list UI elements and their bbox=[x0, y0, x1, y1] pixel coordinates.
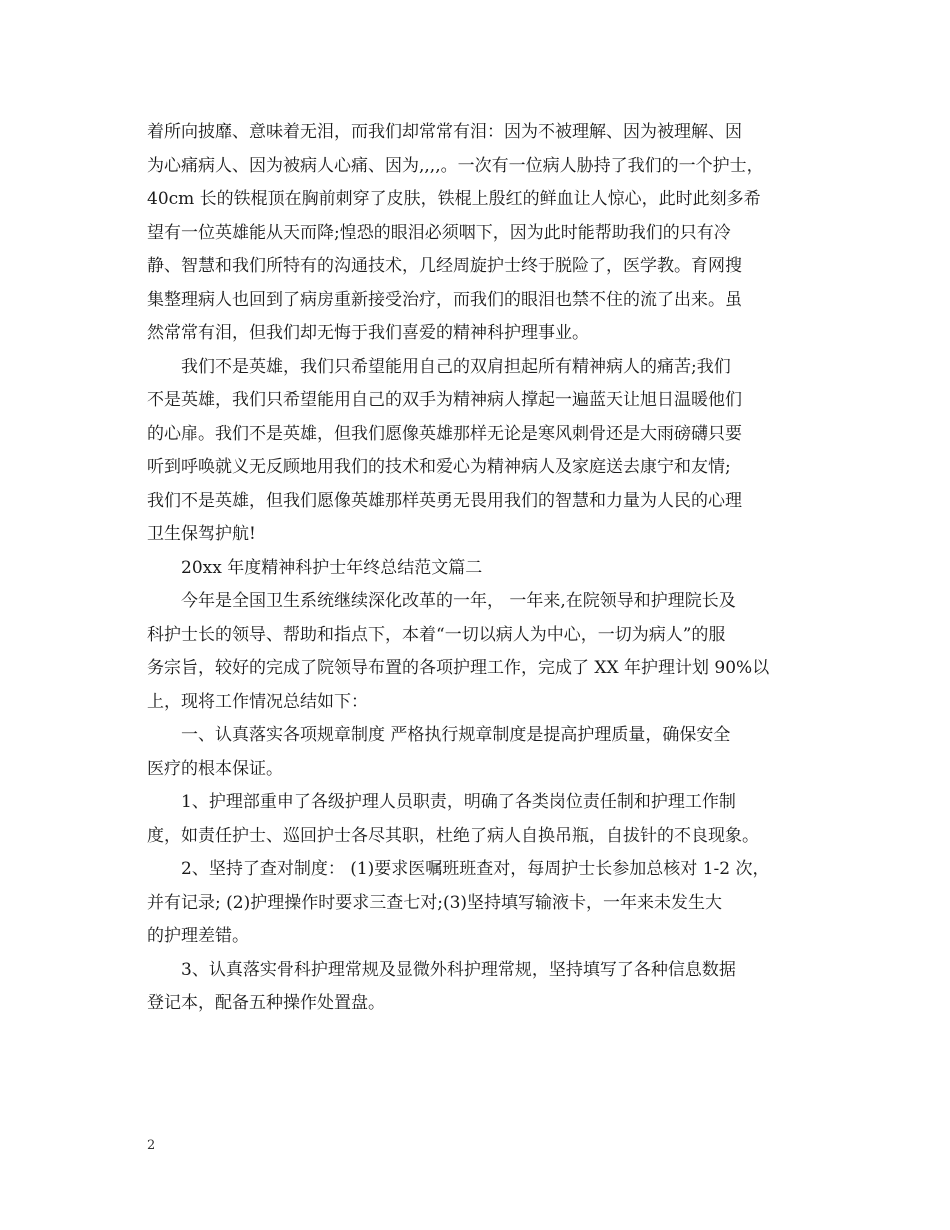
text-line: 1、护理部重申了各级护理人员职责，明确了各类岗位责任制和护理工作制 bbox=[181, 792, 736, 812]
text-line: 40cm 长的铁棍顶在胸前刺穿了皮肤，铁棍上殷红的鲜血让人惊心，此时此刻多希 bbox=[147, 189, 761, 209]
text-line: 听到呼唤就义无反顾地用我们的技术和爱心为精神病人及家庭送去康宁和友情; bbox=[147, 457, 731, 477]
text-line: 并有记录; (2)护理操作时要求三查七对;(3)坚持填写输液卡，一年来未发生大 bbox=[147, 892, 723, 913]
text-line: 望有一位英雄能从天而降;惶恐的眼泪必须咽下，因为此时能帮助我们的只有冷 bbox=[147, 222, 731, 243]
text-line: 的护理差错。 bbox=[147, 926, 249, 946]
page-number: 2 bbox=[147, 1138, 156, 1153]
text-line: 着所向披靡、意味着无泪，而我们却常常有泪：因为不被理解、因为被理解、因 bbox=[147, 122, 742, 142]
text-line: 登记本，配备五种操作处置盘。 bbox=[147, 993, 385, 1013]
text-line: 20xx 年度精神科护士年终总结范文篇二 bbox=[181, 557, 483, 578]
text-line: 静、智慧和我们所特有的沟通技术，几经周旋护士终于脱险了，医学教。育网搜 bbox=[147, 256, 742, 276]
body-text bbox=[147, 116, 837, 1021]
text-line: 科护士长的领导、帮助和指点下，本着“一切以病人为中心，一切为病人”的服 bbox=[147, 624, 726, 645]
text-line: 卫生保驾护航! bbox=[147, 524, 256, 544]
text-line: 度，如责任护士、巡回护士各尽其职，杜绝了病人自换吊瓶，自拔针的不良现象。 bbox=[147, 825, 759, 846]
text-line: 一、认真落实各项规章制度 严格执行规章制度是提高护理质量，确保安全 bbox=[181, 725, 731, 745]
text-line: 上，现将工作情况总结如下： bbox=[147, 691, 368, 712]
text-line: 我们不是英雄，但我们愿像英雄那样英勇无畏用我们的智慧和力量为人民的心理 bbox=[147, 490, 742, 511]
text-line: 2、坚持了查对制度： (1)要求医嘱班班查对，每周护士长参加总核对 1-2 次， bbox=[181, 859, 770, 879]
text-line: 为心痛病人、因为被病人心痛、因为,,,,。一次有一位病人胁持了我们的一个护士， bbox=[147, 155, 764, 176]
text-line: 今年是全国卫生系统继续深化改革的一年， 一年来,在院领导和护理院长及 bbox=[181, 591, 736, 611]
text-line: 的心扉。我们不是英雄，但我们愿像英雄那样无论是寒风刺骨还是大雨磅礴只要 bbox=[147, 423, 742, 444]
text-line: 然常常有泪，但我们却无悔于我们喜爱的精神科护理事业。 bbox=[147, 323, 589, 343]
text-line: 医疗的根本保证。 bbox=[147, 758, 283, 779]
text-line: 集整理病人也回到了病房重新接受治疗，而我们的眼泪也禁不住的流了出来。虽 bbox=[147, 289, 742, 310]
text-line: 3、认真落实骨科护理常规及显微外科护理常规，坚持填写了各种信息数据 bbox=[181, 959, 736, 980]
text-line: 不是英雄，我们只希望能用自己的双手为精神病人撑起一遍蓝天让旭日温暖他们 bbox=[147, 390, 742, 410]
text-line: 我们不是英雄，我们只希望能用自己的双肩担起所有精神病人的痛苦;我们 bbox=[181, 356, 731, 377]
text-line: 务宗旨，较好的完成了院领导布置的各项护理工作，完成了 XX 年护理计划 90%以 bbox=[147, 658, 770, 678]
